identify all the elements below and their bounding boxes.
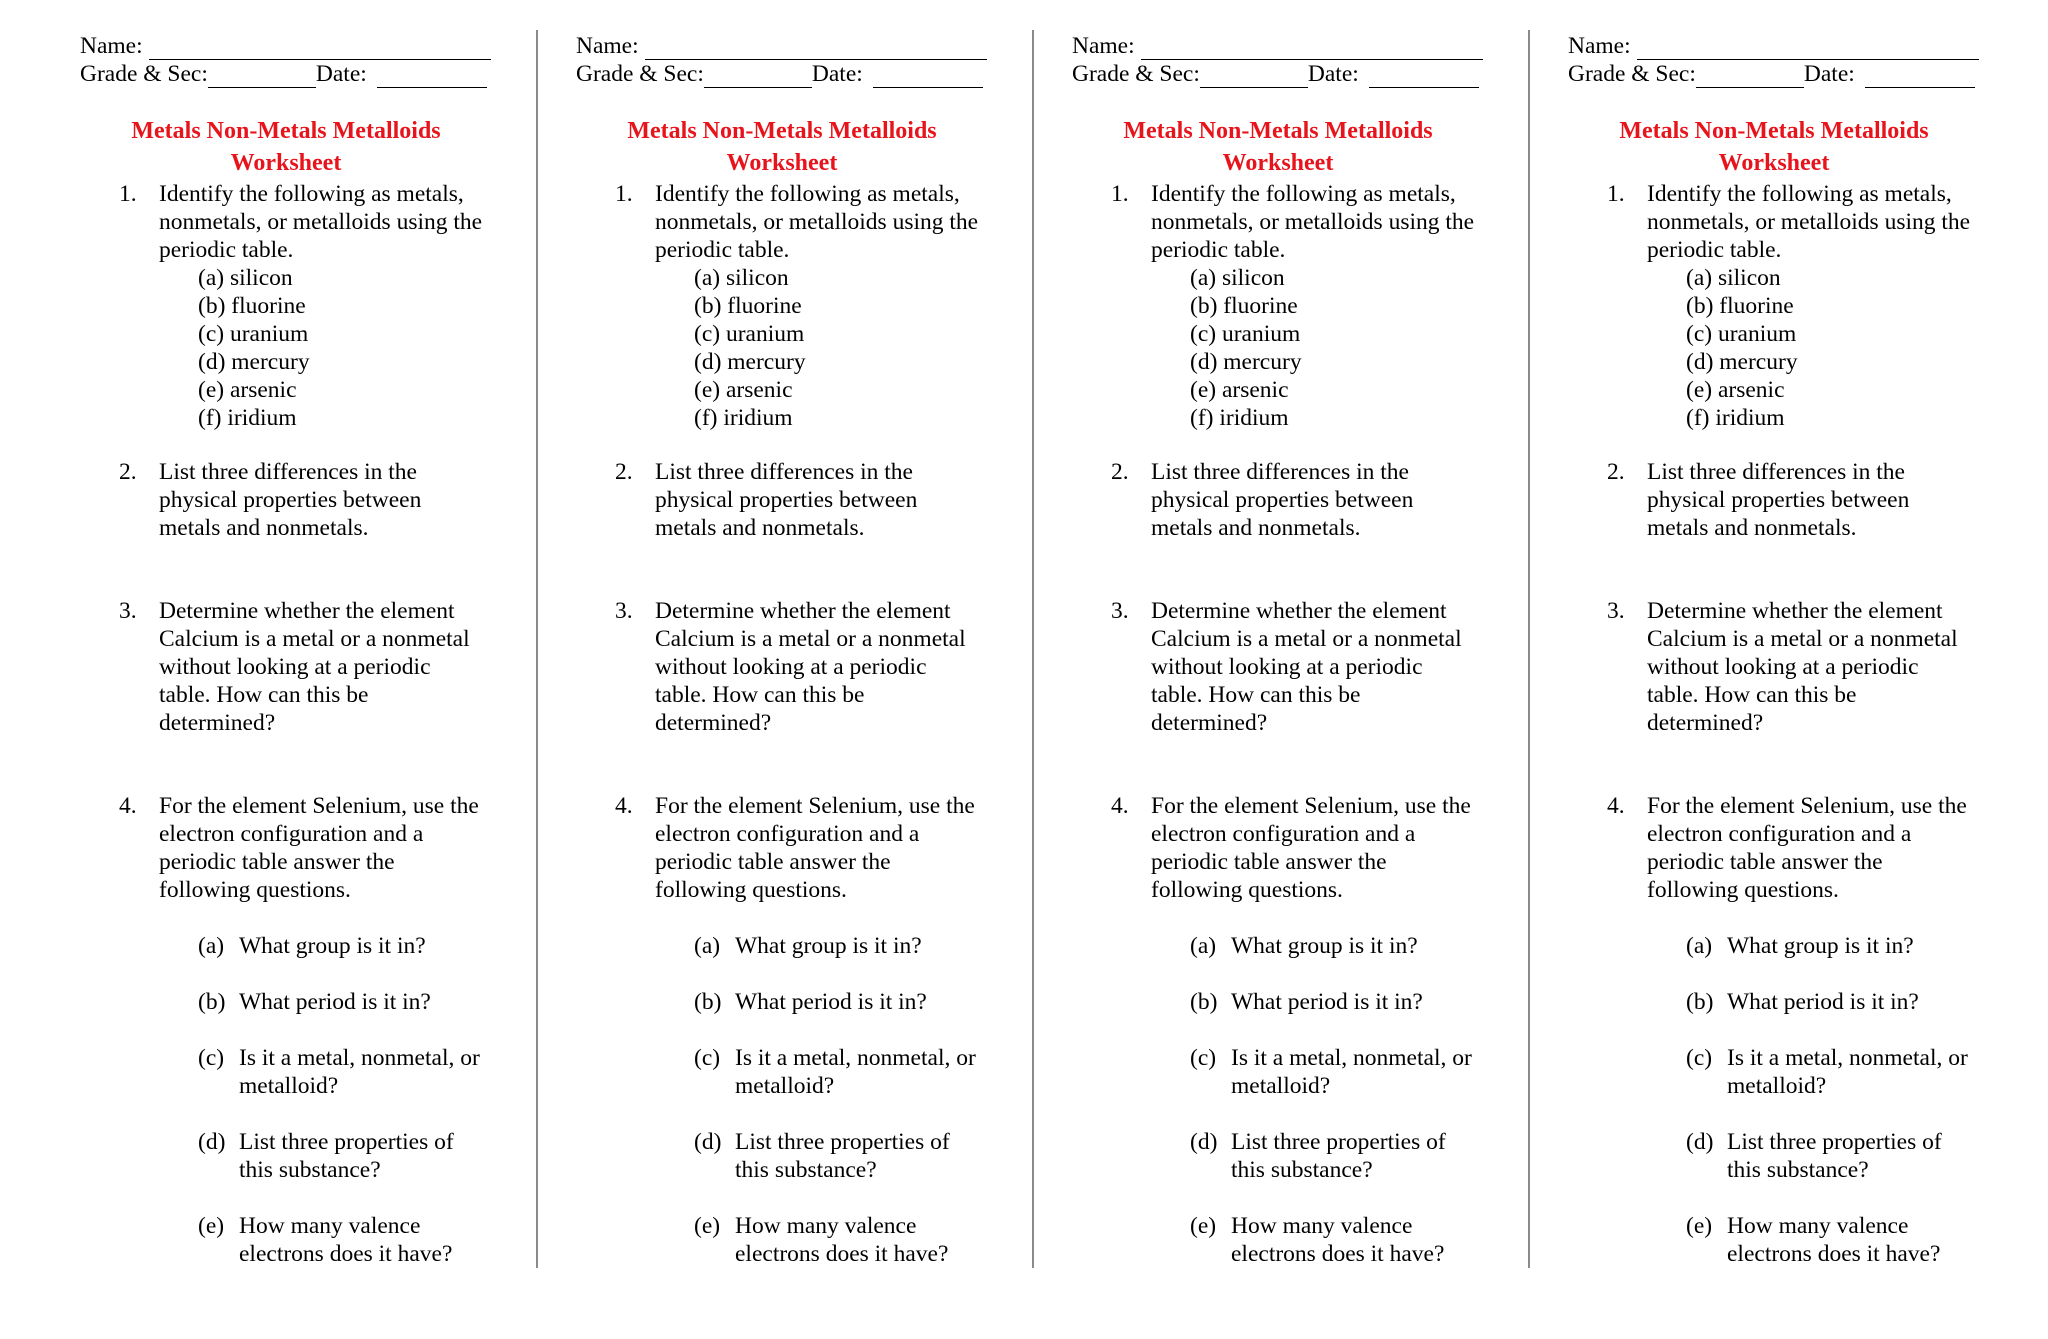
question-number: 2. [119, 459, 137, 485]
sub-question-line: List three properties of [735, 1129, 950, 1155]
question-line: periodic table. [159, 237, 294, 263]
question-line: Determine whether the element [1647, 598, 1943, 624]
name-label: Name: [576, 33, 639, 59]
element-item: (c) uranium [1190, 321, 1301, 347]
question-line: table. How can this be [1151, 682, 1361, 708]
sub-question-line: electrons does it have? [1231, 1241, 1445, 1267]
element-item: (f) iridium [198, 405, 297, 431]
question-line: periodic table answer the [1151, 849, 1387, 875]
question-1 [1607, 180, 2007, 432]
question-line: periodic table answer the [655, 849, 891, 875]
sub-question-line: What group is it in? [239, 933, 426, 959]
sub-question-label: (a) [1190, 933, 1217, 959]
question-line: table. How can this be [655, 682, 865, 708]
sub-question-label: (d) [694, 1129, 722, 1155]
question-line: metals and nonmetals. [1647, 515, 1857, 541]
question-text [1151, 458, 1511, 542]
question-line: table. How can this be [1647, 682, 1857, 708]
element-item: (d) mercury [1686, 349, 1798, 375]
worksheet-title [80, 115, 492, 179]
date-label: Date: [1803, 61, 1855, 87]
element-item: (f) iridium [1190, 405, 1289, 431]
element-item: (b) fluorine [198, 293, 306, 319]
question-line: periodic table. [1151, 237, 1286, 263]
question-text [1151, 180, 1511, 264]
element-item: (c) uranium [198, 321, 309, 347]
question-line: Identify the following as metals, [655, 181, 960, 207]
element-item: (b) fluorine [1190, 293, 1298, 319]
question-line: Determine whether the element [1151, 598, 1447, 624]
element-item: (b) fluorine [694, 293, 802, 319]
question-line: Determine whether the element [655, 598, 951, 624]
sub-question-e [1190, 1212, 1510, 1268]
sub-question-line: What period is it in? [735, 989, 927, 1015]
question-number: 1. [615, 181, 633, 207]
question-line: For the element Selenium, use the [159, 793, 479, 819]
question-line: determined? [655, 710, 772, 736]
name-label: Name: [80, 33, 143, 59]
sub-question-line: Is it a metal, nonmetal, or [1231, 1045, 1472, 1071]
question-number: 4. [1111, 793, 1129, 819]
sub-question-b [198, 988, 518, 1016]
question-text [159, 180, 519, 264]
sub-question-label: (e) [694, 1213, 721, 1239]
question-line: physical properties between [1151, 487, 1414, 513]
sub-question-line: What group is it in? [1231, 933, 1418, 959]
question-line: physical properties between [655, 487, 918, 513]
date-blank[interactable] [1369, 65, 1479, 88]
name-row [80, 32, 500, 60]
question-line: periodic table. [1647, 237, 1782, 263]
question-text [655, 597, 1015, 737]
question-number: 3. [1607, 598, 1625, 624]
question-line: List three differences in the [1647, 459, 1905, 485]
question-number: 4. [1607, 793, 1625, 819]
sub-question-line: metalloid? [1727, 1073, 1827, 1099]
question-line: physical properties between [1647, 487, 1910, 513]
question-line: table. How can this be [159, 682, 369, 708]
element-item: (e) arsenic [1190, 377, 1289, 403]
sub-question-line: What period is it in? [1231, 989, 1423, 1015]
question-line: List three differences in the [1151, 459, 1409, 485]
question-line: nonmetals, or metalloids using the [159, 209, 483, 235]
question-text [1151, 792, 1511, 904]
question-text [1647, 597, 2007, 737]
sub-question-line: Is it a metal, nonmetal, or [735, 1045, 976, 1071]
question-line: periodic table answer the [159, 849, 395, 875]
sub-question-e [1686, 1212, 2006, 1268]
worksheet-copy [1568, 0, 2008, 1300]
name-row [576, 32, 996, 60]
question-line: For the element Selenium, use the [1151, 793, 1471, 819]
question-4 [119, 792, 519, 904]
question-3 [1111, 597, 1511, 737]
question-text [159, 597, 519, 737]
sub-question-line: Is it a metal, nonmetal, or [1727, 1045, 1968, 1071]
worksheet-title [576, 115, 988, 179]
name-row [1072, 32, 1492, 60]
question-3 [119, 597, 519, 737]
sub-question-label: (c) [198, 1045, 225, 1071]
element-item: (a) silicon [1190, 265, 1285, 291]
sub-question-line: this substance? [1727, 1157, 1869, 1183]
question-number: 2. [615, 459, 633, 485]
element-item: (e) arsenic [694, 377, 793, 403]
question-line: Determine whether the element [159, 598, 455, 624]
column-divider [536, 30, 538, 1268]
element-list [1686, 264, 2007, 432]
element-item: (a) silicon [694, 265, 789, 291]
element-item: (a) silicon [1686, 265, 1781, 291]
element-item: (d) mercury [198, 349, 310, 375]
sub-question-line: How many valence [735, 1213, 917, 1239]
question-line: Calcium is a metal or a nonmetal [1647, 626, 1958, 652]
question-line: following questions. [1151, 877, 1343, 903]
question-2 [119, 458, 519, 542]
sub-question-label: (a) [1686, 933, 1713, 959]
question-line: periodic table. [655, 237, 790, 263]
student-info-header [80, 32, 500, 88]
question-text [1647, 458, 2007, 542]
question-line: without looking at a periodic [159, 654, 431, 680]
sub-question-line: electrons does it have? [239, 1241, 453, 1267]
sub-question-label: (c) [1190, 1045, 1217, 1071]
sub-question-label: (b) [1190, 989, 1218, 1015]
sub-question-line: How many valence [1727, 1213, 1909, 1239]
sub-question-line: this substance? [1231, 1157, 1373, 1183]
column-divider [1528, 30, 1530, 1268]
question-number: 3. [615, 598, 633, 624]
question-line: determined? [159, 710, 276, 736]
question-line: metals and nonmetals. [159, 515, 369, 541]
element-item: (c) uranium [1686, 321, 1797, 347]
element-item: (e) arsenic [1686, 377, 1785, 403]
sub-question-b [1190, 988, 1510, 1016]
question-4 [1607, 792, 2007, 904]
question-line: Identify the following as metals, [1151, 181, 1456, 207]
question-line: Calcium is a metal or a nonmetal [655, 626, 966, 652]
date-label: Date: [315, 61, 367, 87]
title-line: Worksheet [726, 150, 838, 176]
student-info-header [1072, 32, 1492, 88]
student-info-header [576, 32, 996, 88]
column-divider [1032, 30, 1034, 1268]
sub-question-label: (b) [198, 989, 226, 1015]
question-line: electron configuration and a [1151, 821, 1416, 847]
question-line: For the element Selenium, use the [655, 793, 975, 819]
sub-question-a [198, 932, 518, 960]
question-3 [1607, 597, 2007, 737]
name-blank[interactable] [645, 37, 987, 60]
grade-date-row [1568, 60, 1988, 88]
question-line: electron configuration and a [655, 821, 920, 847]
sub-question-d [694, 1128, 1014, 1184]
question-number: 2. [1607, 459, 1625, 485]
sub-question-label: (a) [694, 933, 721, 959]
question-number: 1. [1111, 181, 1129, 207]
question-text [1151, 597, 1511, 737]
question-number: 4. [615, 793, 633, 819]
question-line: determined? [1647, 710, 1764, 736]
name-label: Name: [1568, 33, 1631, 59]
sub-question-label: (e) [198, 1213, 225, 1239]
question-line: nonmetals, or metalloids using the [1151, 209, 1475, 235]
question-line: List three differences in the [655, 459, 913, 485]
sub-question-label: (b) [1686, 989, 1714, 1015]
sub-question-c [1190, 1044, 1510, 1100]
title-line: Metals Non-Metals Metalloids [627, 118, 937, 144]
sub-question-e [198, 1212, 518, 1268]
question-line: Identify the following as metals, [159, 181, 464, 207]
question-text [1647, 792, 2007, 904]
sub-question-line: What period is it in? [1727, 989, 1919, 1015]
worksheet-copy [576, 0, 1016, 1300]
element-item: (e) arsenic [198, 377, 297, 403]
question-text [655, 458, 1015, 542]
question-line: without looking at a periodic [1151, 654, 1423, 680]
question-line: following questions. [159, 877, 351, 903]
grade-sec-label: Grade & Sec: [80, 61, 208, 87]
element-item: (f) iridium [694, 405, 793, 431]
sub-question-line: How many valence [239, 1213, 421, 1239]
sub-question-c [1686, 1044, 2006, 1100]
title-line: Worksheet [1222, 150, 1334, 176]
grade-sec-blank[interactable] [704, 65, 812, 88]
sub-question-label: (e) [1686, 1213, 1713, 1239]
question-line: Calcium is a metal or a nonmetal [1151, 626, 1462, 652]
question-text [1647, 180, 2007, 264]
question-line: without looking at a periodic [655, 654, 927, 680]
question-line: electron configuration and a [1647, 821, 1912, 847]
question-line: nonmetals, or metalloids using the [1647, 209, 1971, 235]
sub-question-line: What period is it in? [239, 989, 431, 1015]
sub-question-label: (d) [198, 1129, 226, 1155]
element-list [1190, 264, 1511, 432]
grade-sec-label: Grade & Sec: [576, 61, 704, 87]
sub-question-a [694, 932, 1014, 960]
sub-question-label: (c) [1686, 1045, 1713, 1071]
question-line: without looking at a periodic [1647, 654, 1919, 680]
question-number: 2. [1111, 459, 1129, 485]
sub-question-label: (c) [694, 1045, 721, 1071]
sub-question-line: What group is it in? [1727, 933, 1914, 959]
name-blank[interactable] [149, 37, 491, 60]
question-text [159, 792, 519, 904]
sub-question-label: (a) [198, 933, 225, 959]
question-line: determined? [1151, 710, 1268, 736]
grade-sec-label: Grade & Sec: [1072, 61, 1200, 87]
question-line: Identify the following as metals, [1647, 181, 1952, 207]
sub-question-line: metalloid? [239, 1073, 339, 1099]
question-line: following questions. [655, 877, 847, 903]
date-blank[interactable] [377, 65, 487, 88]
question-2 [1607, 458, 2007, 542]
sub-question-line: this substance? [735, 1157, 877, 1183]
question-number: 1. [1607, 181, 1625, 207]
element-item: (d) mercury [694, 349, 806, 375]
sub-question-d [1686, 1128, 2006, 1184]
sub-question-label: (e) [1190, 1213, 1217, 1239]
grade-sec-blank[interactable] [208, 65, 316, 88]
student-info-header [1568, 32, 1988, 88]
sub-question-label: (d) [1190, 1129, 1218, 1155]
sub-question-line: How many valence [1231, 1213, 1413, 1239]
grade-sec-blank[interactable] [1200, 65, 1308, 88]
sub-question-line: List three properties of [1727, 1129, 1942, 1155]
element-item: (a) silicon [198, 265, 293, 291]
worksheet-copy [80, 0, 520, 1300]
question-line: periodic table answer the [1647, 849, 1883, 875]
grade-sec-label: Grade & Sec: [1568, 61, 1696, 87]
question-number: 3. [1111, 598, 1129, 624]
element-list [198, 264, 519, 432]
question-4 [615, 792, 1015, 904]
name-blank[interactable] [1141, 37, 1483, 60]
element-item: (c) uranium [694, 321, 805, 347]
sub-question-label: (b) [694, 989, 722, 1015]
worksheet-title [1568, 115, 1980, 179]
sub-question-line: List three properties of [239, 1129, 454, 1155]
question-1 [1111, 180, 1511, 432]
sub-question-b [1686, 988, 2006, 1016]
element-item: (b) fluorine [1686, 293, 1794, 319]
sub-question-a [1686, 932, 2006, 960]
sub-question-e [694, 1212, 1014, 1268]
question-line: List three differences in the [159, 459, 417, 485]
sub-question-d [1190, 1128, 1510, 1184]
sub-question-c [694, 1044, 1014, 1100]
question-line: electron configuration and a [159, 821, 424, 847]
question-line: metals and nonmetals. [655, 515, 865, 541]
sub-question-line: List three properties of [1231, 1129, 1446, 1155]
question-number: 1. [119, 181, 137, 207]
question-line: metals and nonmetals. [1151, 515, 1361, 541]
question-3 [615, 597, 1015, 737]
sub-question-line: electrons does it have? [735, 1241, 949, 1267]
sub-question-d [198, 1128, 518, 1184]
grade-date-row [576, 60, 996, 88]
date-label: Date: [1307, 61, 1359, 87]
worksheet-copy [1072, 0, 1512, 1300]
question-line: Calcium is a metal or a nonmetal [159, 626, 470, 652]
question-text [159, 458, 519, 542]
sub-question-line: What group is it in? [735, 933, 922, 959]
element-list [694, 264, 1015, 432]
sub-question-c [198, 1044, 518, 1100]
title-line: Worksheet [230, 150, 342, 176]
question-line: nonmetals, or metalloids using the [655, 209, 979, 235]
sub-question-b [694, 988, 1014, 1016]
sub-question-a [1190, 932, 1510, 960]
question-1 [119, 180, 519, 432]
question-number: 3. [119, 598, 137, 624]
grade-date-row [80, 60, 500, 88]
sub-question-line: electrons does it have? [1727, 1241, 1941, 1267]
element-item: (d) mercury [1190, 349, 1302, 375]
date-label: Date: [811, 61, 863, 87]
name-blank[interactable] [1637, 37, 1979, 60]
sub-question-line: Is it a metal, nonmetal, or [239, 1045, 480, 1071]
title-line: Metals Non-Metals Metalloids [1619, 118, 1929, 144]
question-2 [1111, 458, 1511, 542]
question-4 [1111, 792, 1511, 904]
question-line: following questions. [1647, 877, 1839, 903]
title-line: Metals Non-Metals Metalloids [131, 118, 441, 144]
date-blank[interactable] [1865, 65, 1975, 88]
question-line: For the element Selenium, use the [1647, 793, 1967, 819]
question-text [655, 792, 1015, 904]
title-line: Worksheet [1718, 150, 1830, 176]
grade-date-row [1072, 60, 1492, 88]
title-line: Metals Non-Metals Metalloids [1123, 118, 1433, 144]
grade-sec-blank[interactable] [1696, 65, 1804, 88]
question-line: physical properties between [159, 487, 422, 513]
question-1 [615, 180, 1015, 432]
sub-question-line: metalloid? [1231, 1073, 1331, 1099]
sub-question-line: metalloid? [735, 1073, 835, 1099]
worksheet-title [1072, 115, 1484, 179]
sub-question-line: this substance? [239, 1157, 381, 1183]
question-text [655, 180, 1015, 264]
sub-question-label: (d) [1686, 1129, 1714, 1155]
date-blank[interactable] [873, 65, 983, 88]
question-number: 4. [119, 793, 137, 819]
name-row [1568, 32, 1988, 60]
element-item: (f) iridium [1686, 405, 1785, 431]
question-2 [615, 458, 1015, 542]
name-label: Name: [1072, 33, 1135, 59]
